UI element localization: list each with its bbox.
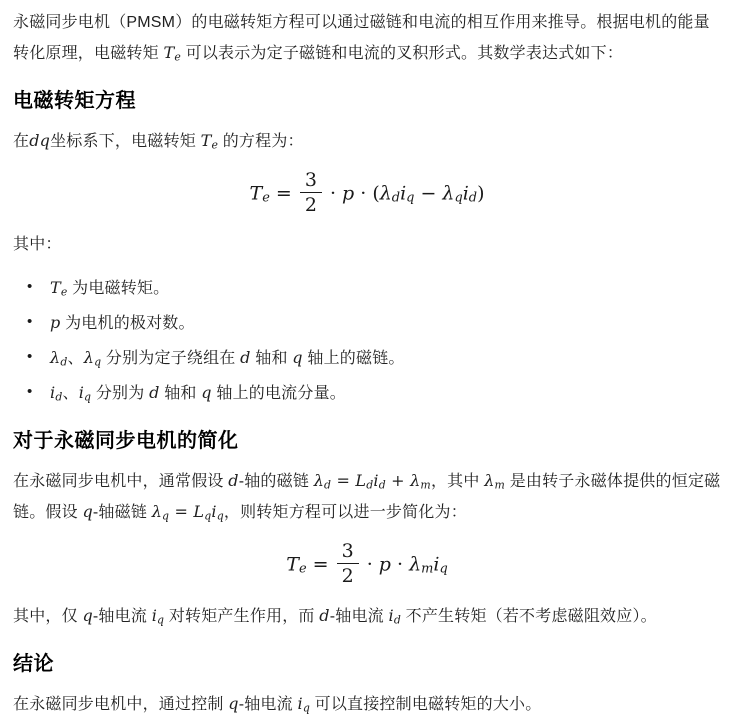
list-item-text: p 为电机的极对数。	[50, 313, 195, 332]
list-item	[13, 343, 721, 374]
bullet-icon: •	[27, 348, 33, 365]
list-item-text: $i_d$、$i_q$ 分别为 d 轴和 q 轴上的电流分量。	[50, 383, 346, 404]
heading-conclusion: 结论	[13, 653, 54, 675]
list-item-text: $\lambda_d$、$\lambda_q$ 分别为定子绕组在 d 轴和 q 轴上的磁链。	[50, 348, 405, 369]
list-item-text: $T_e$ 为电磁转矩。	[50, 278, 170, 299]
definitions-list	[13, 273, 721, 409]
simplification-paragraph: 在永磁同步电机中，通常假设 d-轴的磁链 $\lambda_d = L_di_d + \lambda_m$，其中 $\lambda_m$ 是由转子永磁体提供的恒定磁链。假设 q-轴磁链 $\lambda_q = L_qi_q$，则转矩方程可以进一步简化为：	[13, 471, 721, 523]
bullet-icon: •	[27, 383, 33, 400]
q-axis-effect-paragraph: 其中，仅 q-轴电流 $i_q$ 对转矩产生作用，而 d-轴电流 $i_d$ 不产生转矩（若不考虑磁阻效应）。	[13, 606, 657, 627]
torque-equation-formula: $T_e$ = $\frac{3}{2}$ · $p \cdot (\lambda_di_q - \lambda_qi_d)$	[249, 169, 485, 216]
bullet-icon: •	[27, 278, 33, 295]
list-item	[13, 308, 721, 339]
simplified-torque-formula: $T_e$ = $\frac{3}{2}$ · $p \cdot \lambda_mi_q$	[286, 540, 448, 587]
intro-paragraph: 永磁同步电机（PMSM）的电磁转矩方程可以通过磁链和电流的相互作用来推导。根据电机的能量转化原理，电磁转矩 $T_e$ 可以表示为定子磁链和电流的叉积形式。其数学表达式如下：	[13, 14, 710, 64]
where-label: 其中：	[13, 236, 62, 253]
list-item	[13, 273, 721, 304]
heading-torque-equation: 电磁转矩方程	[13, 90, 136, 112]
heading-simplification: 对于永磁同步电机的简化	[13, 430, 239, 452]
conclusion-paragraph: 在永磁同步电机中，通过控制 q-轴电流 $i_q$ 可以直接控制电磁转矩的大小。	[13, 694, 542, 715]
bullet-icon: •	[27, 313, 33, 330]
dq-frame-paragraph: 在dq坐标系下，电磁转矩 $T_e$ 的方程为：	[13, 131, 304, 152]
list-item	[13, 378, 721, 409]
